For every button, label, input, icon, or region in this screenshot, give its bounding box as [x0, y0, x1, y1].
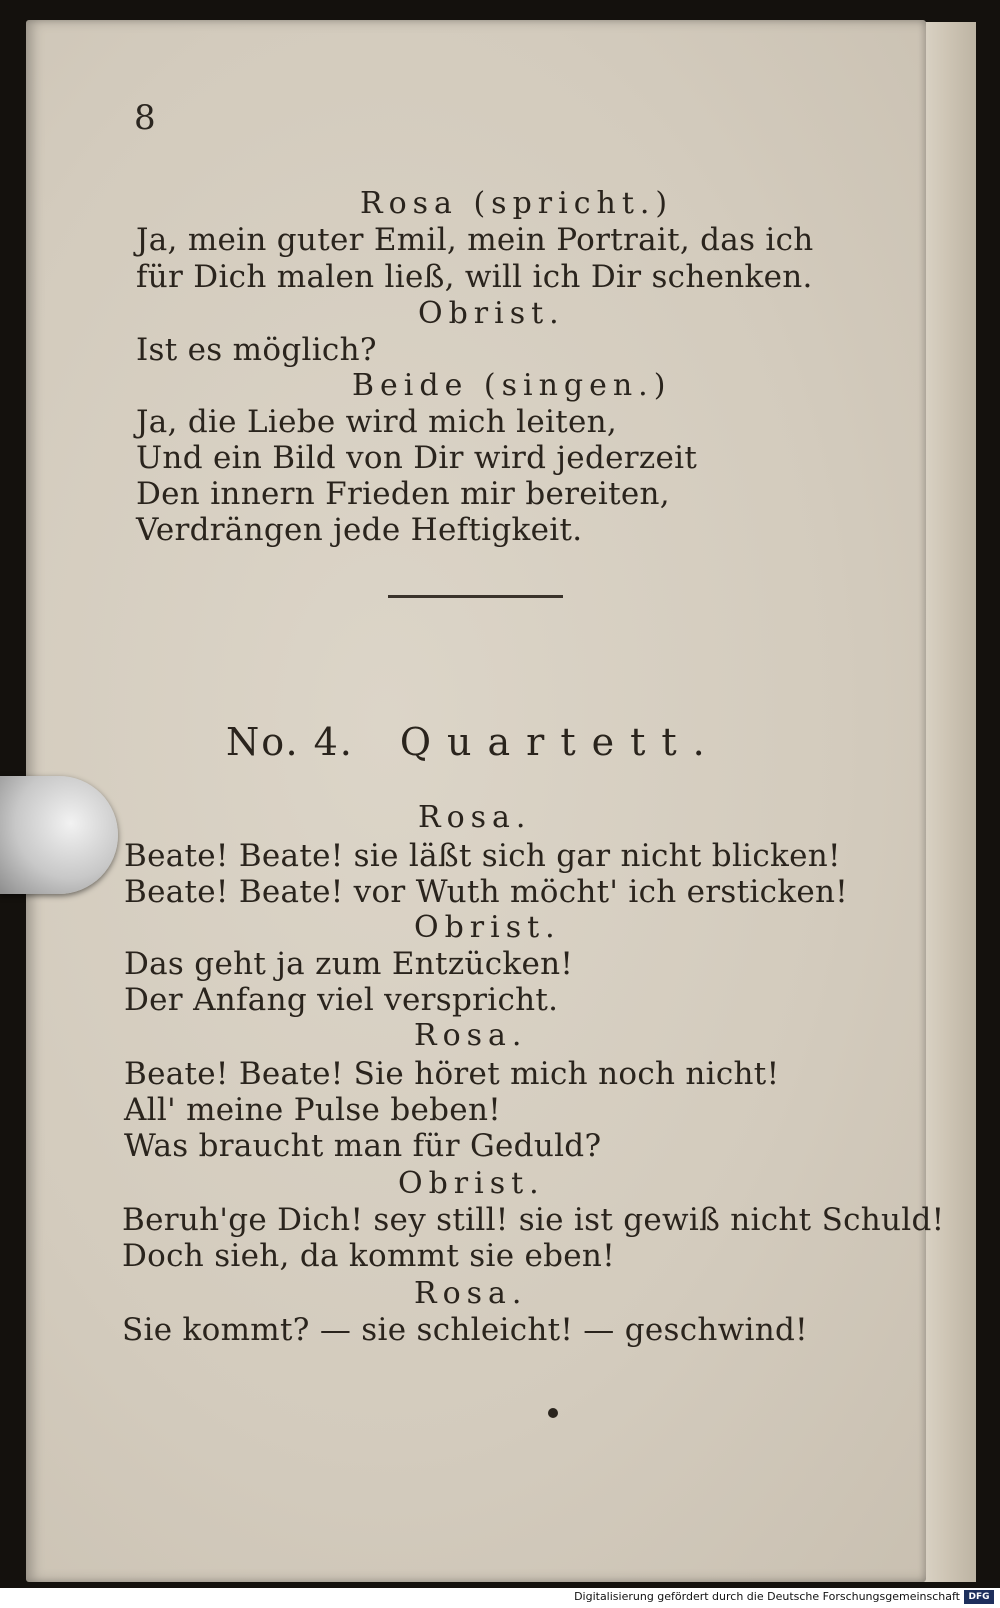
- heading-number: No. 4.: [226, 720, 354, 764]
- dialogue-line: Beate! Beate! vor Wuth möcht' ich ersticken!: [124, 874, 849, 910]
- speaker-rosa-spricht: Rosa (spricht.): [360, 186, 674, 221]
- dialogue-line: Was braucht man für Geduld?: [124, 1128, 602, 1164]
- dialogue-line: Das geht ja zum Entzücken!: [124, 946, 574, 982]
- page-clip: [0, 776, 118, 894]
- footer-bar: [0, 1588, 1000, 1608]
- verse-line: Und ein Bild von Dir wird jederzeit: [136, 440, 698, 476]
- speaker-obrist: Obrist.: [418, 296, 565, 331]
- dialogue-line: Doch sieh, da kommt sie eben!: [122, 1238, 615, 1274]
- dialogue-line: Beate! Beate! sie läßt sich gar nicht blicken!: [124, 838, 841, 874]
- dialogue-line: Der Anfang viel verspricht.: [124, 982, 559, 1018]
- dialogue-line: Sie kommt? — sie schleicht! — geschwind!: [122, 1312, 808, 1348]
- speaker-rosa: Rosa.: [414, 1276, 528, 1311]
- dialogue-line: Beruh'ge Dich! sey still! sie ist gewiß nicht Schuld!: [122, 1202, 945, 1238]
- dfg-logo: DFG: [964, 1590, 994, 1604]
- speaker-obrist: Obrist.: [398, 1166, 545, 1201]
- dialogue-line: All' meine Pulse beben!: [124, 1092, 501, 1128]
- dialogue-line: Beate! Beate! Sie höret mich noch nicht!: [124, 1056, 780, 1092]
- section-divider: [388, 595, 563, 598]
- verse-line: Den innern Frieden mir bereiten,: [136, 476, 670, 512]
- speaker-beide: Beide (singen.): [352, 368, 672, 403]
- dialogue-line: Ist es möglich?: [136, 332, 377, 368]
- dialogue-line: für Dich malen ließ, will ich Dir schenken.: [136, 259, 813, 295]
- speaker-rosa: Rosa.: [414, 1018, 528, 1053]
- verse-line: Verdrängen jede Heftigkeit.: [136, 512, 583, 548]
- verse-line: Ja, die Liebe wird mich leiten,: [136, 404, 618, 440]
- heading-title: Quartett.: [399, 720, 721, 764]
- speaker-rosa: Rosa.: [418, 800, 532, 835]
- ink-spot: [548, 1408, 558, 1418]
- book-page: [26, 20, 945, 1582]
- section-heading: [226, 720, 721, 764]
- footer-credit: Digitalisierung gefördert durch die Deutsche Forschungsgemeinschaft: [574, 1590, 960, 1603]
- page-number: 8: [134, 98, 156, 138]
- page-edge: [922, 22, 976, 1582]
- dialogue-line: Ja, mein guter Emil, mein Portrait, das ich: [136, 222, 814, 258]
- speaker-obrist: Obrist.: [414, 910, 561, 945]
